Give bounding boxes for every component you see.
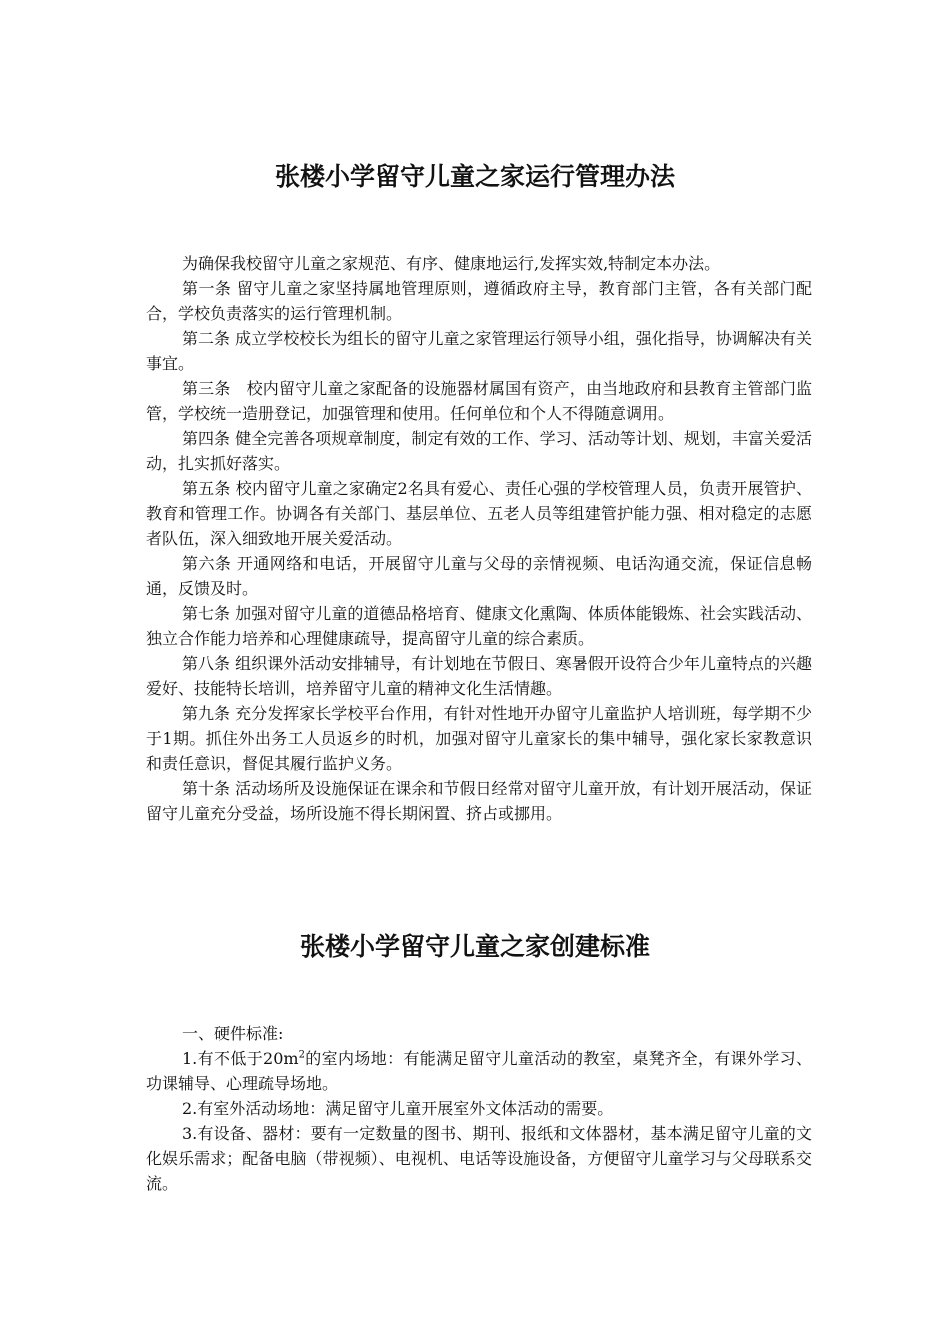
section-title-creation-standards: 张楼小学留守儿童之家创建标准 (299, 932, 650, 961)
article-8-paragraph: 第八条 组织课外活动安排辅导，有计划地在节假日、寒暑假开设符合少年儿童特点的兴趣爱好、技能特长培训，培养留守儿童的精神文化生活情趣。 (146, 654, 812, 698)
superscript-exponent: 2 (298, 1049, 305, 1061)
section-title-management-measures: 张楼小学留守儿童之家运行管理办法 (274, 162, 675, 191)
standard-item-2: 2.有室外活动场地：满足留守儿童开展室外文体活动的需要。 (182, 1099, 614, 1118)
standard-item-1-lead: 1.有不低于20m (182, 1049, 299, 1068)
article-5-paragraph: 第五条 校内留守儿童之家确定2名具有爱心、责任心强的学校管理人员，负责开展管护、教育和管理工作。协调各有关部门、基层单位、五老人员等组建管护能力强、相对稳定的志愿者队伍，深入细致地开展关爱活动。 (146, 479, 812, 548)
article-1-paragraph: 第一条 留守儿童之家坚持属地管理原则，遵循政府主导，教育部门主管，各有关部门配合，学校负责落实的运行管理机制。 (146, 279, 812, 323)
hardware-standards-heading: 一、硬件标准: (182, 1024, 284, 1043)
article-3-paragraph: 第三条 校内留守儿童之家配备的设施器材属国有资产，由当地政府和县教育主管部门监管，学校统一造册登记，加强管理和使用。任何单位和个人不得随意调用。 (146, 379, 812, 423)
article-10-paragraph: 第十条 活动场所及设施保证在课余和节假日经常对留守儿童开放，有计划开展活动，保证留守儿童充分受益，场所设施不得长期闲置、挤占或挪用。 (146, 779, 812, 823)
article-6-paragraph: 第六条 开通网络和电话，开展留守儿童与父母的亲情视频、电话沟通交流，保证信息畅通，反馈及时。 (146, 554, 812, 598)
standard-item-1 (146, 1046, 812, 1096)
intro-paragraph: 为确保我校留守儿童之家规范、有序、健康地运行,发挥实效,特制定本办法。 (182, 254, 721, 273)
article-9-paragraph: 第九条 充分发挥家长学校平台作用，有针对性地开办留守儿童监护人培训班，每学期不少于1期。抓住外出务工人员返乡的时机，加强对留守儿童家长的集中辅导，强化家长家教意识和责任意识，督促其履行监护义务。 (146, 704, 812, 773)
standard-item-1-rest: 的室内场地：有能满足留守儿童活动的教室，桌凳齐全，有课外学习、功课辅导、心理疏导场地。 (146, 1049, 812, 1093)
article-4-paragraph: 第四条 健全完善各项规章制度，制定有效的工作、学习、活动等计划、规划，丰富关爱活动，扎实抓好落实。 (146, 429, 812, 473)
article-7-paragraph: 第七条 加强对留守儿童的道德品格培育、健康文化熏陶、体质体能锻炼、社会实践活动、独立合作能力培养和心理健康疏导，提高留守儿童的综合素质。 (146, 604, 812, 648)
management-measures-body (146, 251, 812, 826)
article-2-paragraph: 第二条 成立学校校长为组长的留守儿童之家管理运行领导小组，强化指导，协调解决有关事宜。 (146, 329, 812, 373)
creation-standards-body (146, 1021, 812, 1196)
standard-item-3: 3.有设备、器材：要有一定数量的图书、期刊、报纸和文体器材，基本满足留守儿童的文化娱乐需求；配备电脑（带视频）、电视机、电话等设施设备，方便留守儿童学习与父母联系交流。 (146, 1124, 812, 1193)
